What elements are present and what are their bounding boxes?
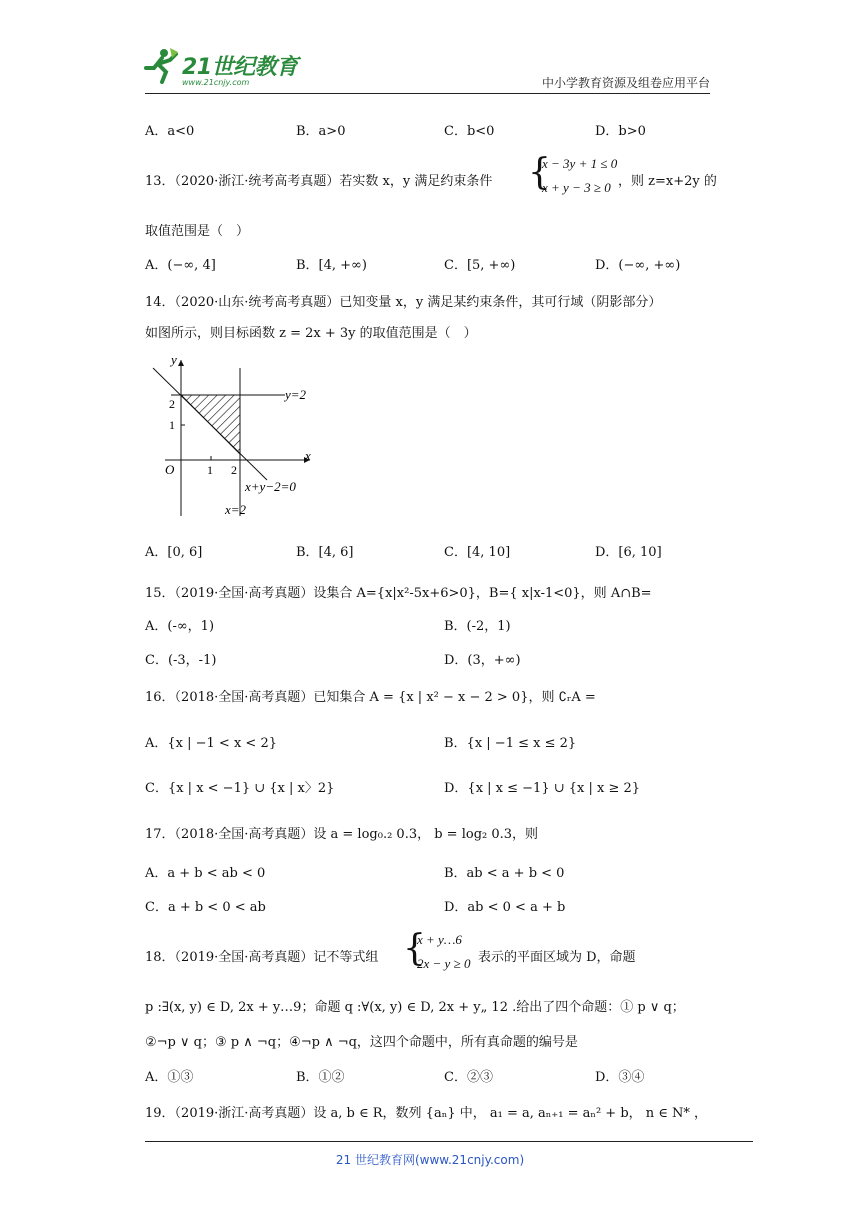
q17-option-d: D．ab < 0 < a + b	[444, 900, 566, 915]
q13-stem: 13．（2020·浙江·统考高考真题）若实数 x，y 满足约束条件	[145, 174, 493, 189]
logo-url: www.21cnjy.com	[182, 78, 250, 87]
platform-name: 中小学教育资源及组卷应用平台	[541, 76, 710, 90]
q13-constraint-2: x + y − 3 ≥ 0	[542, 180, 611, 195]
q17-option-b: B．ab < a + b < 0	[444, 866, 565, 881]
q12-option-c: C．b<0	[444, 124, 495, 139]
q18-stem-suffix: 表示的平面区域为 D，命题	[478, 950, 636, 965]
q18-stem: 18．（2019·全国·高考真题）记不等式组	[145, 950, 379, 965]
logo	[140, 46, 310, 92]
q14-stem-line1: 14．（2020·山东·统考高考真题）已知变量 x，y 满足某约束条件，其可行域（阴影部分）	[145, 295, 662, 310]
y-tick-2: 2	[169, 397, 175, 411]
q18-brace: {	[403, 928, 426, 969]
q13-stem-suffix: ，则 z=x+2y 的	[618, 174, 717, 189]
q14-option-c: C．[4, 10]	[444, 545, 511, 560]
x-tick-1: 1	[207, 463, 213, 477]
y-tick-1: 1	[169, 418, 175, 432]
label-x-equals-2: x=2	[225, 502, 247, 517]
q14-stem-line2: 如图所示，则目标函数 z = 2x + 3y 的取值范围是（ ）	[145, 326, 477, 341]
q15-stem: 15．（2019·全国·高考真题）设集合 A={x|x²-5x+6>0}，B={ x|x-1<0}，则 A∩B=	[145, 586, 652, 601]
q18-constraint-2: 2x − y ≥ 0	[417, 956, 471, 971]
q17-option-a: A．a + b < ab < 0	[145, 866, 266, 881]
footer-divider	[145, 1141, 753, 1142]
logo-text: 21世纪教育	[182, 55, 298, 80]
origin-label: O	[165, 462, 175, 477]
label-y-equals-2: y=2	[285, 387, 307, 402]
x-axis-label: x	[305, 448, 311, 463]
q15-option-c: C．(-3，-1)	[145, 653, 217, 668]
q18-option-b: B．①②	[296, 1070, 345, 1085]
q18-option-a: A．①③	[145, 1070, 194, 1085]
q18-option-d: D．③④	[595, 1070, 645, 1085]
q18-option-c: C．②③	[444, 1070, 493, 1085]
q13-option-b: B．[4, +∞)	[296, 258, 367, 273]
y-axis-label: y	[171, 352, 177, 367]
q14-feasible-region-graph	[145, 348, 325, 520]
q18-stem-line3: ②¬p ∨ q；③ p ∧ ¬q；④¬p ∧ ¬q，这四个命题中，所有真命题的编号是	[145, 1035, 578, 1050]
q12-option-b: B．a>0	[296, 124, 346, 139]
q16-stem: 16．（2018·全国·高考真题）已知集合 A = {x | x² − x − 2 > 0}，则 ∁ᵣA =	[145, 690, 596, 705]
q13-option-c: C．[5, +∞)	[444, 258, 516, 273]
header-divider	[145, 93, 710, 94]
q12-option-d: D．b>0	[595, 124, 646, 139]
q13-option-a: A．(−∞, 4]	[145, 258, 216, 273]
q15-option-b: B．(-2，1)	[444, 619, 511, 634]
q12-option-a: A．a<0	[145, 124, 195, 139]
q15-option-d: D．(3，+∞)	[444, 653, 521, 668]
q18-stem-line2: p :∃(x, y) ∈ D, 2x + y…9；命题 q :∀(x, y) ∈ D, 2x + y„ 12 .给出了四个命题：① p ∨ q；	[145, 1000, 685, 1015]
q16-option-c: C．{x | x < −1} ∪ {x | x〉2}	[145, 781, 335, 796]
q17-stem: 17．（2018·全国·高考真题）设 a = log₀.₂ 0.3， b = log₂ 0.3，则	[145, 827, 539, 842]
q16-option-d: D．{x | x ≤ −1} ∪ {x | x ≥ 2}	[444, 781, 641, 796]
q14-option-b: B．[4, 6]	[296, 545, 354, 560]
q13-brace: {	[528, 152, 551, 193]
q17-option-c: C．a + b < 0 < ab	[145, 900, 266, 915]
q19-stem: 19．（2019·浙江·高考真题）设 a, b ∈ R，数列 {aₙ} 中， a₁ = a, aₙ₊₁ = aₙ² + b， n ∈ N* ，	[145, 1106, 708, 1121]
x-tick-2: 2	[231, 463, 237, 477]
q16-option-a: A．{x | −1 < x < 2}	[145, 736, 277, 751]
q13-option-d: D．(−∞, +∞)	[595, 258, 681, 273]
q14-option-d: D．[6, 10]	[595, 545, 662, 560]
q16-option-b: B．{x | −1 ≤ x ≤ 2}	[444, 736, 577, 751]
q14-option-a: A．[0, 6]	[145, 545, 203, 560]
q15-option-a: A．(-∞，1)	[145, 619, 215, 634]
label-x-plus-y-minus-2: x+y−2=0	[245, 479, 296, 494]
footer-link[interactable]: 21 世纪教育网(www.21cnjy.com)	[335, 1153, 525, 1167]
q13-constraint-1: x − 3y + 1 ≤ 0	[542, 156, 618, 171]
q13-stem-line2: 取值范围是（ ）	[145, 224, 250, 239]
q18-constraint-1: x + y…6	[417, 932, 462, 947]
runner-logo-icon	[140, 46, 180, 86]
